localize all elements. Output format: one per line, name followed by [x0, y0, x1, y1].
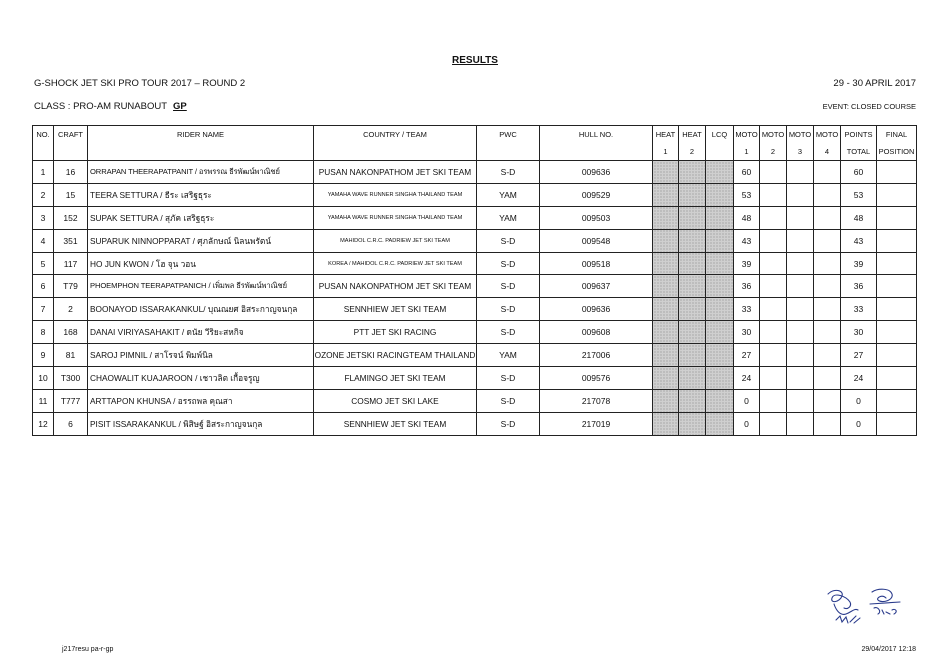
cell-pwc: S-D — [477, 321, 540, 344]
table-row — [33, 367, 917, 390]
cell-team: PUSAN NAKONPATHOM JET SKI TEAM — [314, 275, 477, 298]
cell-points-total: 30 — [841, 321, 877, 344]
cell-moto3 — [787, 298, 814, 321]
cell-moto4 — [814, 367, 841, 390]
cell-moto1: 39 — [734, 252, 760, 275]
signature-right — [870, 589, 900, 614]
cell-rider: PISIT ISSARAKANKUL / พิสิษฐ์ อิสระกาญจนกุล — [88, 412, 314, 435]
cell-points-total: 48 — [841, 206, 877, 229]
cell-heat2 — [679, 206, 706, 229]
cell-moto2 — [760, 389, 787, 412]
cell-craft: 117 — [54, 252, 88, 275]
cell-moto3 — [787, 367, 814, 390]
cell-hull: 009518 — [540, 252, 653, 275]
cell-pwc: S-D — [477, 252, 540, 275]
cell-moto3 — [787, 183, 814, 206]
cell-final-position — [877, 229, 917, 252]
cell-team: MAHIDOL C.R.C. PADRIEW JET SKI TEAM — [314, 229, 477, 252]
cell-heat1 — [653, 298, 679, 321]
results-body — [33, 161, 917, 436]
cell-moto2 — [760, 344, 787, 367]
cell-moto4 — [814, 389, 841, 412]
cell-hull: 009636 — [540, 298, 653, 321]
cell-heat1 — [653, 412, 679, 435]
cell-points-total: 36 — [841, 275, 877, 298]
cell-team: YAMAHA WAVE RUNNER SINGHA THAILAND TEAM — [314, 206, 477, 229]
cell-rider: CHAOWALIT KUAJAROON / เชาวลิต เกื้อจรูญ — [88, 367, 314, 390]
cell-moto1: 27 — [734, 344, 760, 367]
cell-moto4 — [814, 275, 841, 298]
cell-moto2 — [760, 321, 787, 344]
class-label: CLASS : PRO-AM RUNABOUT — [34, 101, 168, 112]
cell-moto2 — [760, 252, 787, 275]
cell-pwc: S-D — [477, 298, 540, 321]
cell-heat2 — [679, 344, 706, 367]
cell-moto4 — [814, 229, 841, 252]
cell-moto3 — [787, 344, 814, 367]
cell-lcq — [706, 275, 734, 298]
table-row — [33, 252, 917, 275]
cell-final-position — [877, 252, 917, 275]
cell-heat2 — [679, 229, 706, 252]
header-row — [33, 126, 917, 144]
cell-points-total: 27 — [841, 344, 877, 367]
table-row — [33, 298, 917, 321]
cell-heat1 — [653, 252, 679, 275]
cell-no: 11 — [33, 389, 54, 412]
cell-points-total: 60 — [841, 161, 877, 184]
cell-hull: 217006 — [540, 344, 653, 367]
cell-points-total: 33 — [841, 298, 877, 321]
col-lcq-header: LCQ — [706, 126, 734, 144]
table-row — [33, 412, 917, 435]
cell-rider: BOONAYOD ISSARAKANKUL/ บุณณยศ อิสระกาญจนกุล — [88, 298, 314, 321]
cell-craft: 15 — [54, 183, 88, 206]
col-final-sub: POSITION — [877, 143, 917, 161]
cell-craft: 2 — [54, 298, 88, 321]
cell-rider: DANAI VIRIYASAHAKIT / ดนัย วีริยะสหกิจ — [88, 321, 314, 344]
cell-lcq — [706, 389, 734, 412]
cell-final-position — [877, 183, 917, 206]
cell-moto3 — [787, 161, 814, 184]
event-title: G-SHOCK JET SKI PRO TOUR 2017 – ROUND 2 — [34, 78, 246, 89]
cell-pwc: S-D — [477, 161, 540, 184]
cell-points-total: 43 — [841, 229, 877, 252]
cell-heat2 — [679, 367, 706, 390]
cell-pwc: S-D — [477, 367, 540, 390]
table-row — [33, 389, 917, 412]
cell-points-total: 0 — [841, 412, 877, 435]
footer-timestamp: 29/04/2017 12:18 — [861, 646, 916, 653]
cell-points-total: 24 — [841, 367, 877, 390]
class-line — [34, 101, 187, 112]
col-pwc-header: PWC — [477, 126, 540, 144]
header-row-2 — [33, 143, 917, 161]
cell-lcq — [706, 229, 734, 252]
cell-moto1: 60 — [734, 161, 760, 184]
cell-final-position — [877, 161, 917, 184]
cell-final-position — [877, 367, 917, 390]
cell-team: SENNHIEW JET SKI TEAM — [314, 412, 477, 435]
col-moto1-sub: 1 — [734, 143, 760, 161]
cell-rider: SUPARUK NINNOPPARAT / ศุภลักษณ์ นิลนพรัตน์ — [88, 229, 314, 252]
cell-craft: 168 — [54, 321, 88, 344]
cell-hull: 009636 — [540, 161, 653, 184]
cell-moto1: 36 — [734, 275, 760, 298]
cell-moto4 — [814, 298, 841, 321]
cell-lcq — [706, 321, 734, 344]
col-rider-header: RIDER NAME — [88, 126, 314, 144]
cell-rider: HO JUN KWON / โฮ จุน วอน — [88, 252, 314, 275]
cell-heat1 — [653, 275, 679, 298]
col-moto4-sub: 4 — [814, 143, 841, 161]
cell-moto1: 48 — [734, 206, 760, 229]
cell-no: 9 — [33, 344, 54, 367]
cell-lcq — [706, 206, 734, 229]
cell-final-position — [877, 389, 917, 412]
cell-no: 1 — [33, 161, 54, 184]
cell-moto3 — [787, 206, 814, 229]
col-moto2-header: MOTO — [760, 126, 787, 144]
col-points-header: POINTS — [841, 126, 877, 144]
cell-moto1: 33 — [734, 298, 760, 321]
cell-team: FLAMINGO JET SKI TEAM — [314, 367, 477, 390]
cell-no: 10 — [33, 367, 54, 390]
cell-moto1: 53 — [734, 183, 760, 206]
cell-team: PTT JET SKI RACING — [314, 321, 477, 344]
table-row — [33, 321, 917, 344]
cell-no: 3 — [33, 206, 54, 229]
cell-hull: 009529 — [540, 183, 653, 206]
cell-points-total: 53 — [841, 183, 877, 206]
table-row — [33, 161, 917, 184]
cell-heat1 — [653, 206, 679, 229]
cell-team: KOREA / MAHIDOL C.R.C. PADRIEW JET SKI TEAM — [314, 252, 477, 275]
cell-no: 2 — [33, 183, 54, 206]
cell-rider: SAROJ PIMNIL / สาโรจน์ พิมพ์นิล — [88, 344, 314, 367]
cell-rider: TEERA SETTURA / ธีระ เสริฐธุระ — [88, 183, 314, 206]
col-moto2-sub: 2 — [760, 143, 787, 161]
cell-hull: 217019 — [540, 412, 653, 435]
event-type: EVENT: CLOSED COURSE — [822, 102, 916, 111]
cell-hull: 009608 — [540, 321, 653, 344]
cell-lcq — [706, 183, 734, 206]
col-moto3-header: MOTO — [787, 126, 814, 144]
cell-rider: SUPAK SETTURA / สุภัค เสริฐธุระ — [88, 206, 314, 229]
cell-moto3 — [787, 412, 814, 435]
table-row — [33, 183, 917, 206]
cell-team: SENNHIEW JET SKI TEAM — [314, 298, 477, 321]
cell-craft: 16 — [54, 161, 88, 184]
cell-final-position — [877, 206, 917, 229]
cell-craft: T777 — [54, 389, 88, 412]
cell-no: 6 — [33, 275, 54, 298]
results-title: RESULTS — [452, 55, 498, 66]
cell-moto1: 24 — [734, 367, 760, 390]
cell-moto2 — [760, 229, 787, 252]
col-moto1-header: MOTO — [734, 126, 760, 144]
cell-heat1 — [653, 389, 679, 412]
cell-heat1 — [653, 183, 679, 206]
cell-no: 4 — [33, 229, 54, 252]
cell-team: OZONE JETSKI RACINGTEAM THAILAND — [314, 344, 477, 367]
col-no-header: NO. — [33, 126, 54, 144]
cell-moto1: 43 — [734, 229, 760, 252]
cell-hull: 009637 — [540, 275, 653, 298]
cell-craft: 351 — [54, 229, 88, 252]
col-moto4-header: MOTO — [814, 126, 841, 144]
cell-rider: PHOEMPHON TEERAPATPANICH / เพิ่มพล ธีรพัฒน์พาณิชย์ — [88, 275, 314, 298]
event-dates: 29 - 30 APRIL 2017 — [833, 78, 916, 89]
cell-team: YAMAHA WAVE RUNNER SINGHA THAILAND TEAM — [314, 183, 477, 206]
cell-heat2 — [679, 321, 706, 344]
cell-heat1 — [653, 229, 679, 252]
cell-heat1 — [653, 367, 679, 390]
col-heat2-sub: 2 — [679, 143, 706, 161]
cell-lcq — [706, 344, 734, 367]
cell-final-position — [877, 412, 917, 435]
cell-pwc: YAM — [477, 344, 540, 367]
cell-no: 5 — [33, 252, 54, 275]
cell-moto1: 0 — [734, 412, 760, 435]
cell-heat1 — [653, 344, 679, 367]
cell-final-position — [877, 321, 917, 344]
cell-heat2 — [679, 412, 706, 435]
cell-craft: 152 — [54, 206, 88, 229]
cell-heat2 — [679, 161, 706, 184]
col-final-header: FINAL — [877, 126, 917, 144]
cell-craft: 6 — [54, 412, 88, 435]
cell-moto3 — [787, 275, 814, 298]
cell-lcq — [706, 161, 734, 184]
cell-moto2 — [760, 275, 787, 298]
table-row — [33, 229, 917, 252]
cell-moto2 — [760, 367, 787, 390]
col-moto3-sub: 3 — [787, 143, 814, 161]
cell-pwc: YAM — [477, 206, 540, 229]
cell-heat2 — [679, 275, 706, 298]
cell-hull: 009503 — [540, 206, 653, 229]
col-team-header: COUNTRY / TEAM — [314, 126, 477, 144]
cell-moto3 — [787, 252, 814, 275]
cell-no: 12 — [33, 412, 54, 435]
cell-moto4 — [814, 412, 841, 435]
cell-heat1 — [653, 321, 679, 344]
table-row — [33, 344, 917, 367]
cell-heat2 — [679, 298, 706, 321]
cell-moto4 — [814, 252, 841, 275]
cell-moto2 — [760, 412, 787, 435]
cell-lcq — [706, 367, 734, 390]
cell-pwc: S-D — [477, 229, 540, 252]
footer-filename: j217resu pa-r-gp — [62, 646, 114, 653]
cell-moto4 — [814, 344, 841, 367]
class-code: GP — [173, 101, 187, 112]
cell-moto3 — [787, 229, 814, 252]
col-heat1-header: HEAT — [653, 126, 679, 144]
cell-pwc: S-D — [477, 275, 540, 298]
cell-moto4 — [814, 206, 841, 229]
cell-moto3 — [787, 389, 814, 412]
cell-pwc: S-D — [477, 389, 540, 412]
cell-lcq — [706, 412, 734, 435]
table-row — [33, 206, 917, 229]
cell-heat2 — [679, 183, 706, 206]
cell-hull: 009548 — [540, 229, 653, 252]
cell-craft: 81 — [54, 344, 88, 367]
cell-lcq — [706, 298, 734, 321]
cell-rider: ORRAPAN THEERAPATPANIT / อรพรรณ ธีรพัฒน์พาณิชย์ — [88, 161, 314, 184]
cell-moto4 — [814, 183, 841, 206]
cell-rider: ARTTAPON KHUNSA / อรรถพล คุณสา — [88, 389, 314, 412]
cell-hull: 217078 — [540, 389, 653, 412]
results-table — [32, 125, 917, 436]
cell-final-position — [877, 298, 917, 321]
cell-moto2 — [760, 183, 787, 206]
cell-heat2 — [679, 389, 706, 412]
cell-craft: T300 — [54, 367, 88, 390]
cell-moto4 — [814, 161, 841, 184]
cell-pwc: YAM — [477, 183, 540, 206]
cell-no: 8 — [33, 321, 54, 344]
cell-points-total: 39 — [841, 252, 877, 275]
cell-hull: 009576 — [540, 367, 653, 390]
signature-marks — [820, 586, 910, 632]
cell-final-position — [877, 275, 917, 298]
cell-moto3 — [787, 321, 814, 344]
cell-lcq — [706, 252, 734, 275]
cell-moto2 — [760, 206, 787, 229]
cell-moto1: 30 — [734, 321, 760, 344]
cell-heat1 — [653, 161, 679, 184]
col-points-sub: TOTAL — [841, 143, 877, 161]
cell-moto1: 0 — [734, 389, 760, 412]
table-row — [33, 275, 917, 298]
cell-moto2 — [760, 161, 787, 184]
col-heat2-header: HEAT — [679, 126, 706, 144]
col-craft-header: CRAFT — [54, 126, 88, 144]
cell-moto4 — [814, 321, 841, 344]
col-heat1-sub: 1 — [653, 143, 679, 161]
cell-craft: T79 — [54, 275, 88, 298]
col-hull-header: HULL NO. — [540, 126, 653, 144]
cell-points-total: 0 — [841, 389, 877, 412]
cell-pwc: S-D — [477, 412, 540, 435]
signature-left — [828, 590, 860, 623]
cell-moto2 — [760, 298, 787, 321]
cell-team: COSMO JET SKI LAKE — [314, 389, 477, 412]
cell-team: PUSAN NAKONPATHOM JET SKI TEAM — [314, 161, 477, 184]
cell-heat2 — [679, 252, 706, 275]
cell-no: 7 — [33, 298, 54, 321]
cell-final-position — [877, 344, 917, 367]
